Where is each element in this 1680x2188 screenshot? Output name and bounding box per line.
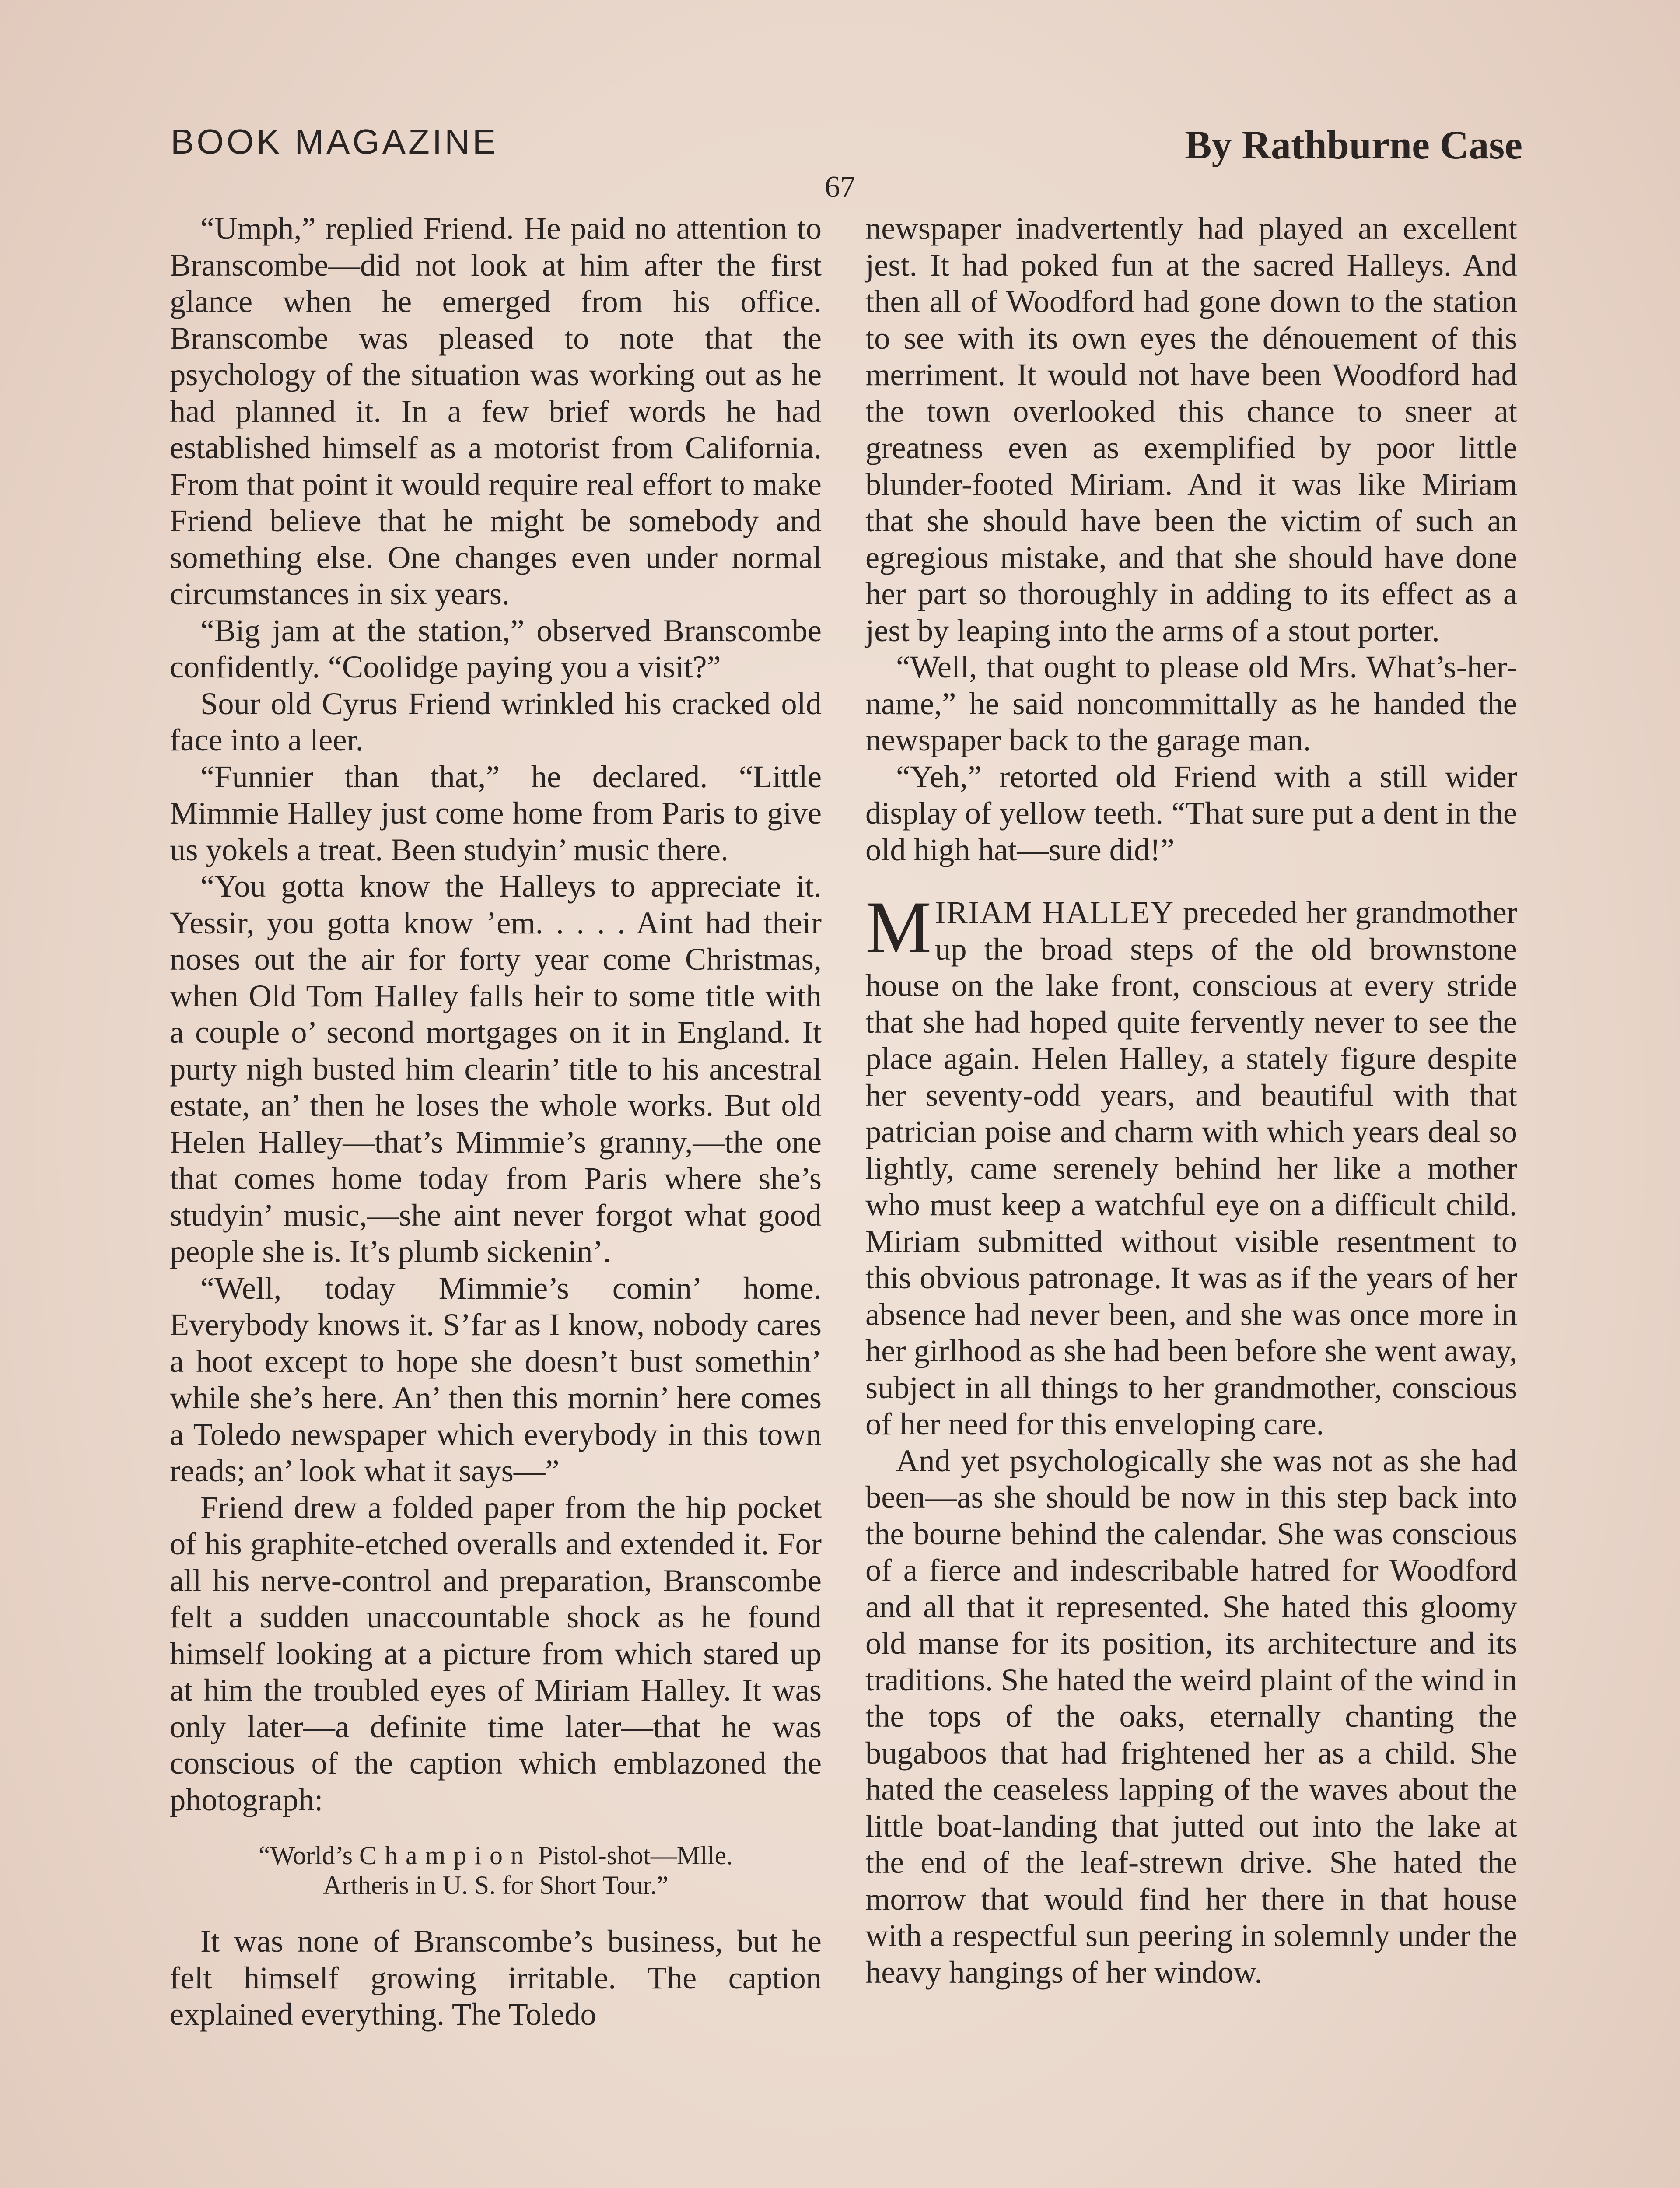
paragraph: “Well, that ought to please old Mrs. What’s-her-name,” he said noncommittally as he handed the newspaper back to the garage man. bbox=[865, 649, 1517, 757]
drop-cap: M bbox=[865, 886, 932, 968]
caption-spaced-word: Champion bbox=[359, 1841, 532, 1870]
section-break bbox=[865, 868, 1517, 894]
section-text: preceded her grandmother up the broad steps of the old brownstone house on the lake front, conscious at every stride that she had hoped quite fervently never to see the place again. Helen Halley, a stately figure despite her seventy-odd years, and beautiful with that patrician poise and charm with which years deal so lightly, came serenely behind her like a mother who must keep a watchful eye on a difficult child. Miriam submitted without visible resentment to this obvious patronage. It was as if the years of her absence had never been, and she was once more in her girlhood as she had been before she went away, subject in all things to her grandmother, conscious of her need for this enveloping care. bbox=[865, 894, 1517, 1441]
section-opening-paragraph bbox=[865, 886, 1517, 1442]
magazine-title: BOOK MAGAZINE bbox=[171, 122, 499, 161]
paragraph: “Well, today Mimmie’s comin’ home. Everybody knows it. S’far as I know, nobody cares a hoot except to hope she doesn’t bust somethin’ while she’s here. An’ then this mornin’ here comes a Toledo newspaper which everybody in this town reads; an’ look what it says—” bbox=[170, 1270, 822, 1488]
photo-caption bbox=[170, 1841, 822, 1900]
author-byline: By Rathburne Case bbox=[1185, 123, 1522, 167]
paragraph: And yet psychologically she was not as she had been—as she should be now in this step back into the bourne behind the calendar. She was conscious of a fierce and indescribable hatred for Woodford and all that it represented. She hated this gloomy old manse for its position, its architecture and its traditions. She hated the weird plaint of the wind in the tops of the oaks, eternally chanting the bugaboos that had frightened her as a child. She hated the ceaseless lapping of the waves about the little boat-landing that jutted out into the lake at the end of the leaf-strewn drive. She hated the morrow that would find her there in that house with a respectful sun peering in solemnly under the heavy hangings of her window. bbox=[865, 1442, 1517, 1990]
paragraph: It was none of Branscombe’s business, but he felt himself growing irritable. The caption explained everything. The Toledo bbox=[170, 1923, 822, 2032]
right-column bbox=[865, 210, 1517, 1990]
paragraph: “Yeh,” retorted old Friend with a still wider display of yellow teeth. “That sure put a dent in the old high hat—sure did!” bbox=[865, 758, 1517, 867]
left-column bbox=[170, 210, 822, 2033]
page-number: 67 bbox=[825, 170, 855, 204]
paragraph: “Funnier than that,” he declared. “Little Mimmie Halley just come home from Paris to give us yokels a treat. Been studyin’ music there. bbox=[170, 758, 822, 867]
paragraph: Friend drew a folded paper from the hip pocket of his graphite-etched overalls and extended it. For all his nerve-control and preparation, Branscombe felt a sudden unaccountable shock as he found himself looking at a picture from which stared up at him the troubled eyes of Miriam Halley. It was only later—a definite time later—that he was conscious of the caption which emblazoned the photograph: bbox=[170, 1489, 822, 1817]
section-lead-words: IRIAM HALLEY bbox=[935, 894, 1175, 930]
paragraph: Sour old Cyrus Friend wrinkled his cracked old face into a leer. bbox=[170, 685, 822, 757]
caption-word: Pistol-shot—Mlle. bbox=[538, 1841, 733, 1870]
paragraph: “Umph,” replied Friend. He paid no attention to Branscombe—did not look at him after the first glance when he emerged from his office. Branscombe was pleased to note that the psychology of the situation was working out as he had planned it. In a few brief words he had established himself as a motorist from California. From that point it would require real effort to make Friend believe that he might be somebody and something else. One changes even under normal circumstances in six years. bbox=[170, 210, 822, 611]
paragraph: “Big jam at the station,” observed Branscombe confidently. “Coolidge paying you a visit?” bbox=[170, 612, 822, 684]
caption-line: Artheris in U. S. for Short Tour.” bbox=[323, 1871, 668, 1900]
paragraph: “You gotta know the Halleys to appreciate it. Yessir, you gotta know ’em. . . . . Aint had their noses out the air for forty year come Christmas, when Old Tom Halley falls heir to some title with a couple o’ second mortgages on it in England. It purty nigh busted him clearin’ title to his ancestral estate, an’ then he loses the whole works. But old Helen Halley—that’s Mimmie’s granny,—the one that comes home today from Paris where she’s studyin’ music,—she aint never forgot what good people she is. It’s plumb sickenin’. bbox=[170, 868, 822, 1269]
caption-word: “World’s bbox=[258, 1841, 353, 1870]
paragraph-continuation: newspaper inadvertently had played an excellent jest. It had poked fun at the sacred Halleys. And then all of Woodford had gone down to the station to see with its own eyes the dénouement of this merriment. It would not have been Woodford had the town overlooked this chance to sneer at greatness even as exemplified by poor little blunder-footed Miriam. And it was like Miriam that she should have been the victim of such an egregious mistake, and that she should have done her part so thoroughly in adding to its effect as a jest by leaping into the arms of a stout porter. bbox=[865, 210, 1517, 648]
